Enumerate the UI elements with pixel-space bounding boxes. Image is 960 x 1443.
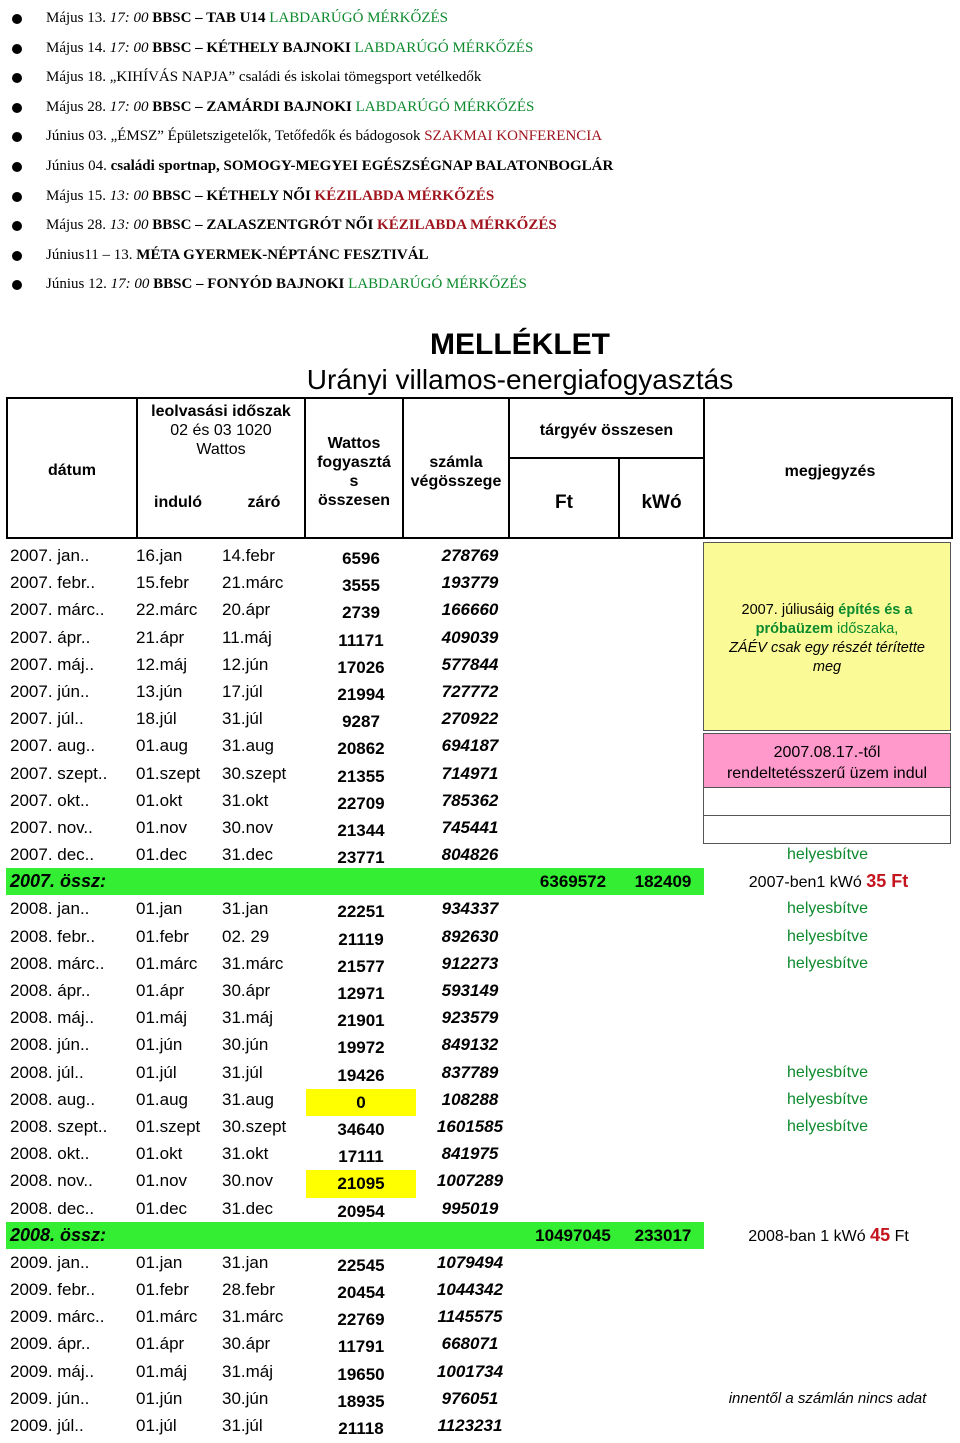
header-ft: Ft bbox=[555, 492, 573, 513]
row-end: 31.júl bbox=[222, 1062, 263, 1082]
table-row bbox=[6, 1249, 953, 1276]
row-date: 2008. dec.. bbox=[10, 1198, 95, 1218]
row-end: 31.aug bbox=[222, 736, 274, 756]
event-tag: LABDARÚGÓ MÉRKŐZÉS bbox=[348, 276, 527, 293]
event-time: 13: 00 bbox=[109, 187, 149, 204]
table-row bbox=[6, 1412, 953, 1439]
row-wattos: 34640 bbox=[337, 1119, 385, 1139]
row-wattos: 21994 bbox=[337, 684, 385, 704]
table-row bbox=[6, 1303, 953, 1330]
event-item bbox=[0, 152, 960, 182]
row-bill: 108288 bbox=[441, 1089, 499, 1109]
consumption-table bbox=[6, 542, 953, 1439]
row-wattos: 22769 bbox=[337, 1310, 385, 1330]
event-item bbox=[0, 93, 960, 123]
row-start: 01.szept bbox=[136, 1116, 201, 1136]
event-date: Június11 – 13. bbox=[46, 246, 133, 263]
row-start: 01.máj bbox=[136, 1008, 188, 1028]
row-wattos: 21355 bbox=[337, 766, 385, 786]
row-bill: 745441 bbox=[441, 817, 499, 837]
event-tag: LABDARÚGÓ MÉRKŐZÉS bbox=[354, 39, 534, 56]
event-date: Június 12. bbox=[46, 276, 107, 293]
note-construction-period: 2007. júliusáig építés és a próbaüzem időszaka, ZÁÉV csak egy részét térítette meg bbox=[703, 542, 951, 731]
row-wattos: 3555 bbox=[342, 576, 380, 596]
summary-ft: 10497045 bbox=[535, 1225, 611, 1245]
row-date: 2009. jan.. bbox=[10, 1252, 90, 1272]
row-note: helyesbítve bbox=[787, 1117, 868, 1135]
row-wattos: 20862 bbox=[337, 739, 385, 759]
row-bill: 976051 bbox=[441, 1388, 499, 1408]
event-item bbox=[0, 122, 960, 152]
row-wattos: 20454 bbox=[337, 1283, 385, 1303]
event-text bbox=[46, 211, 557, 241]
row-bill: 934337 bbox=[441, 899, 499, 919]
event-date: Május 28. bbox=[46, 98, 106, 115]
table-row bbox=[6, 760, 953, 787]
row-end: 31.júl bbox=[222, 1416, 263, 1435]
bullet-icon bbox=[12, 221, 22, 231]
row-bill: 995019 bbox=[441, 1198, 499, 1218]
table-row bbox=[6, 950, 953, 977]
row-date: 2009. febr.. bbox=[10, 1280, 96, 1300]
row-bill: 193779 bbox=[441, 573, 499, 593]
row-end: 30.nov bbox=[222, 1171, 274, 1191]
row-end: 30.nov bbox=[222, 817, 274, 837]
row-start: 15.febr bbox=[136, 573, 189, 593]
bullet-icon bbox=[12, 14, 22, 24]
row-bill: 785362 bbox=[441, 790, 499, 810]
row-wattos: 6596 bbox=[342, 549, 380, 568]
row-wattos: 17111 bbox=[338, 1147, 384, 1167]
event-time: 17: 00 bbox=[109, 39, 149, 56]
row-start: 01.júl bbox=[136, 1062, 177, 1082]
table-row bbox=[6, 1140, 953, 1167]
row-date: 2008. jún.. bbox=[10, 1035, 90, 1055]
table-row bbox=[6, 1385, 953, 1412]
row-bill: 577844 bbox=[441, 654, 499, 674]
row-wattos: 22251 bbox=[337, 902, 385, 922]
row-date: 2007. okt.. bbox=[10, 790, 90, 810]
table-row bbox=[6, 1086, 953, 1113]
row-start: 18.júl bbox=[136, 709, 177, 729]
row-date: 2008. aug.. bbox=[10, 1089, 96, 1109]
row-note: helyesbítve bbox=[787, 846, 868, 864]
row-start: 01.márc bbox=[136, 953, 198, 973]
event-title: BBSC – TAB U14 bbox=[152, 10, 266, 26]
row-end: 31.márc bbox=[222, 953, 284, 973]
event-text bbox=[46, 34, 533, 64]
row-bill: 714971 bbox=[441, 763, 499, 783]
row-start: 01.nov bbox=[136, 817, 188, 837]
event-title: BBSC – ZAMÁRDI BAJNOKI bbox=[152, 98, 352, 115]
price-label: 2007-ben1 kWó bbox=[748, 874, 862, 892]
row-end: 02. 29 bbox=[222, 926, 270, 946]
event-tag: LABDARÚGÓ MÉRKŐZÉS bbox=[269, 10, 448, 26]
header-period: leolvasási időszak 02 és 03 1020 Wattos bbox=[151, 403, 291, 458]
row-wattos: 21901 bbox=[337, 1011, 385, 1031]
event-text bbox=[46, 270, 527, 300]
table-row bbox=[6, 1276, 953, 1303]
table-row bbox=[6, 895, 953, 922]
row-start: 01.júl bbox=[136, 1416, 177, 1435]
row-start: 01.máj bbox=[136, 1361, 188, 1381]
price-value: 35 Ft bbox=[866, 871, 909, 892]
row-bill: 270922 bbox=[441, 709, 499, 729]
event-title: „KIHÍVÁS NAPJA” családi és iskolai tömegsport vetélkedők bbox=[109, 69, 482, 86]
row-start: 01.márc bbox=[136, 1307, 198, 1327]
event-item bbox=[0, 182, 960, 212]
row-note: helyesbítve bbox=[787, 900, 868, 918]
row-start: 01.febr bbox=[136, 926, 189, 946]
row-wattos: 22709 bbox=[337, 793, 385, 813]
row-wattos: 11171 bbox=[338, 630, 384, 650]
row-start: 01.ápr bbox=[136, 981, 185, 1000]
row-start: 16.jan bbox=[136, 546, 183, 565]
row-start: 01.nov bbox=[136, 1171, 188, 1191]
row-start: 13.jún bbox=[136, 681, 183, 701]
row-start: 01.aug bbox=[136, 736, 188, 756]
row-bill: 1044342 bbox=[436, 1280, 504, 1300]
event-title: BBSC – KÉTHELY BAJNOKI bbox=[152, 39, 351, 56]
row-wattos: 2739 bbox=[342, 603, 380, 623]
table-row bbox=[6, 624, 953, 651]
header-szamla: számla végösszege bbox=[410, 454, 502, 490]
row-wattos: 20954 bbox=[337, 1201, 385, 1221]
summary-label: 2008. össz: bbox=[10, 1224, 107, 1245]
event-time: 17: 00 bbox=[109, 10, 149, 26]
header-datum: dátum bbox=[48, 462, 96, 479]
table-row bbox=[6, 1330, 953, 1357]
table-row bbox=[6, 569, 953, 596]
row-date: 2008. márc.. bbox=[10, 953, 105, 973]
row-end: 31.dec bbox=[222, 845, 274, 865]
row-bill: 278769 bbox=[441, 546, 499, 565]
row-wattos: 11791 bbox=[337, 1337, 385, 1357]
row-wattos: 21119 bbox=[338, 929, 384, 949]
row-date: 2008. okt.. bbox=[10, 1144, 90, 1164]
row-bill: 1001734 bbox=[436, 1361, 504, 1381]
row-date: 2008. nov.. bbox=[10, 1171, 93, 1191]
bullet-icon bbox=[12, 280, 22, 290]
table-row bbox=[6, 1031, 953, 1058]
row-wattos: 21095 bbox=[306, 1170, 416, 1197]
row-date: 2007. jan.. bbox=[10, 546, 90, 565]
event-date: Május 15. bbox=[46, 187, 106, 204]
row-date: 2009. júl.. bbox=[10, 1416, 84, 1435]
header-megjegyzes: megjegyzés bbox=[784, 463, 876, 480]
row-end: 31.máj bbox=[222, 1008, 274, 1028]
row-wattos: 12971 bbox=[337, 984, 385, 1003]
row-bill: 409039 bbox=[441, 627, 499, 647]
row-end: 11.máj bbox=[222, 627, 272, 647]
event-item bbox=[0, 4, 960, 34]
row-date: 2007. ápr.. bbox=[10, 627, 91, 647]
summary-kwo: 233017 bbox=[634, 1225, 692, 1245]
table-row bbox=[6, 923, 953, 950]
row-start: 01.dec bbox=[136, 845, 188, 865]
row-date: 2008. jan.. bbox=[10, 899, 90, 919]
row-date: 2008. ápr.. bbox=[10, 981, 91, 1000]
event-title: családi sportnap, SOMOGY-MEGYEI EGÉSZSÉGNAP BALATONBOGLÁR bbox=[110, 157, 614, 174]
row-date: 2007. márc.. bbox=[10, 600, 105, 620]
row-wattos: 21577 bbox=[337, 956, 385, 976]
table-row bbox=[6, 841, 953, 868]
event-text bbox=[46, 4, 448, 34]
row-date: 2008. szept.. bbox=[10, 1116, 108, 1136]
row-bill: 1007289 bbox=[436, 1171, 504, 1191]
row-date: 2009. ápr.. bbox=[10, 1334, 91, 1354]
table-row bbox=[6, 705, 953, 732]
event-time: 17: 00 bbox=[110, 276, 150, 293]
event-item bbox=[0, 211, 960, 241]
row-end: 28.febr bbox=[222, 1280, 275, 1300]
event-item bbox=[0, 63, 960, 93]
row-date: 2007. júl.. bbox=[10, 709, 84, 729]
event-date: Június 03. bbox=[46, 128, 107, 145]
row-end: 31.jan bbox=[222, 899, 269, 919]
row-wattos: 22545 bbox=[337, 1255, 385, 1275]
bullet-icon bbox=[12, 162, 22, 172]
table-row bbox=[6, 1059, 953, 1086]
row-wattos: 19972 bbox=[337, 1038, 385, 1058]
table-row bbox=[6, 1004, 953, 1031]
row-end: 31.okt bbox=[222, 790, 269, 810]
row-date: 2008. júl.. bbox=[10, 1062, 84, 1082]
row-bill: 694187 bbox=[441, 736, 499, 756]
row-bill: 1123231 bbox=[437, 1416, 503, 1435]
row-bill: 892630 bbox=[441, 926, 499, 946]
event-tag: SZAKMAI KONFERENCIA bbox=[424, 128, 603, 145]
summary-row bbox=[6, 868, 953, 895]
event-text bbox=[46, 93, 534, 123]
row-wattos: 23771 bbox=[337, 848, 385, 868]
event-title: BBSC – ZALASZENTGRÓT NŐI bbox=[152, 217, 374, 234]
row-bill: 1601585 bbox=[436, 1116, 504, 1136]
table-row bbox=[6, 678, 953, 705]
row-start: 01.jún bbox=[136, 1388, 183, 1408]
row-bill: 837789 bbox=[441, 1062, 499, 1082]
row-date: 2009. márc.. bbox=[10, 1307, 105, 1327]
table-row bbox=[6, 977, 953, 1004]
bullet-icon bbox=[12, 132, 22, 142]
row-wattos: 19650 bbox=[337, 1364, 385, 1384]
bullet-icon bbox=[12, 73, 22, 83]
event-item bbox=[0, 34, 960, 64]
event-list bbox=[0, 4, 960, 300]
row-start: 01.aug bbox=[136, 1089, 188, 1109]
row-date: 2007. dec.. bbox=[10, 845, 95, 865]
table-row bbox=[6, 542, 953, 569]
row-bill: 1145575 bbox=[437, 1307, 503, 1327]
row-end: 30.jún bbox=[222, 1388, 269, 1408]
event-text bbox=[46, 122, 602, 152]
row-wattos: 21118 bbox=[338, 1419, 384, 1438]
row-bill: 1079494 bbox=[436, 1252, 504, 1272]
row-bill: 804826 bbox=[441, 845, 499, 865]
note-operation-start: 2007.08.17.-től rendeltetésszerű üzem indul bbox=[703, 733, 951, 788]
row-end: 30.szept bbox=[222, 1116, 287, 1136]
table-row bbox=[6, 596, 953, 623]
row-note: innentől a számlán nincs adat bbox=[728, 1389, 927, 1407]
summary-note bbox=[704, 1222, 953, 1250]
bullet-icon bbox=[12, 251, 22, 261]
row-start: 01.dec bbox=[136, 1198, 188, 1218]
header-end: záró bbox=[247, 494, 281, 511]
summary-kwo: 182409 bbox=[634, 872, 692, 892]
row-end: 30.jún bbox=[222, 1035, 269, 1055]
event-date: Június 04. bbox=[46, 157, 107, 174]
event-date: Május 28. bbox=[46, 217, 106, 234]
header-start: induló bbox=[154, 494, 202, 511]
row-wattos: 19426 bbox=[337, 1065, 385, 1085]
event-tag: LABDARÚGÓ MÉRKŐZÉS bbox=[355, 98, 535, 115]
appendix-subtitle: Urányi villamos-energiafogyasztás bbox=[306, 364, 734, 395]
row-note: helyesbítve bbox=[787, 927, 868, 945]
price-unit: Ft bbox=[894, 1227, 909, 1245]
row-wattos: 21344 bbox=[337, 820, 385, 840]
row-end: 31.okt bbox=[222, 1144, 269, 1164]
row-date: 2008. máj.. bbox=[10, 1008, 95, 1028]
event-text bbox=[46, 182, 494, 212]
row-bill: 923579 bbox=[441, 1008, 499, 1028]
row-bill: 593149 bbox=[441, 981, 499, 1000]
event-title: BBSC – FONYÓD BAJNOKI bbox=[153, 276, 345, 293]
row-date: 2007. aug.. bbox=[10, 736, 96, 756]
row-end: 14.febr bbox=[222, 546, 275, 565]
row-date: 2007. jún.. bbox=[10, 681, 90, 701]
event-time: 13: 00 bbox=[109, 217, 149, 234]
row-end: 31.jan bbox=[222, 1252, 269, 1272]
row-note: helyesbítve bbox=[787, 1090, 868, 1108]
row-end: 30.ápr bbox=[222, 1334, 271, 1354]
event-date: Május 18. bbox=[46, 69, 106, 86]
bullet-icon bbox=[12, 44, 22, 54]
event-title: „ÉMSZ” Épületszigetelők, Tetőfedők és bádogosok bbox=[110, 128, 421, 145]
bullet-icon bbox=[12, 103, 22, 113]
header-wattos: Wattos fogyasztá s összesen bbox=[317, 435, 391, 509]
row-bill: 841975 bbox=[441, 1144, 499, 1164]
row-wattos: 0 bbox=[306, 1089, 416, 1116]
event-item bbox=[0, 241, 960, 271]
row-start: 01.jan bbox=[136, 899, 183, 919]
row-end: 31.márc bbox=[222, 1307, 284, 1327]
row-start: 01.jún bbox=[136, 1035, 183, 1055]
row-bill: 727772 bbox=[441, 681, 499, 701]
row-wattos: 9287 bbox=[342, 712, 380, 732]
table-row bbox=[6, 1113, 953, 1140]
row-wattos: 18935 bbox=[337, 1391, 385, 1411]
table-row bbox=[6, 732, 953, 759]
row-note: helyesbítve bbox=[787, 954, 868, 972]
row-end: 31.dec bbox=[222, 1198, 274, 1218]
event-time: 17: 00 bbox=[109, 98, 149, 115]
row-end: 12.jún bbox=[222, 654, 269, 674]
row-end: 30.ápr bbox=[222, 981, 271, 1000]
row-date: 2007. febr.. bbox=[10, 573, 96, 593]
row-start: 01.febr bbox=[136, 1280, 189, 1300]
row-end: 21.márc bbox=[222, 573, 284, 593]
price-value: 45 bbox=[870, 1224, 891, 1245]
appendix-title: MELLÉKLET bbox=[430, 328, 610, 361]
table-row bbox=[6, 1358, 953, 1385]
event-text bbox=[46, 63, 481, 93]
event-tag: KÉZILABDA MÉRKŐZÉS bbox=[314, 187, 495, 204]
event-title: BBSC – KÉTHELY NŐI bbox=[152, 187, 311, 204]
row-bill: 849132 bbox=[441, 1035, 499, 1055]
event-date: Május 13. bbox=[46, 10, 106, 26]
row-bill: 912273 bbox=[441, 953, 499, 973]
row-note: helyesbítve bbox=[787, 1063, 868, 1081]
row-date: 2008. febr.. bbox=[10, 926, 96, 946]
row-start: 21.ápr bbox=[136, 627, 185, 647]
row-date: 2009. jún.. bbox=[10, 1388, 90, 1408]
event-title: MÉTA GYERMEK-NÉPTÁNC FESZTIVÁL bbox=[136, 246, 429, 263]
event-date: Május 14. bbox=[46, 39, 106, 56]
table-row bbox=[6, 651, 953, 678]
row-start: 01.szept bbox=[136, 763, 201, 783]
event-text bbox=[46, 152, 613, 182]
row-end: 31.júl bbox=[222, 709, 263, 729]
table-row bbox=[6, 787, 953, 814]
row-start: 01.jan bbox=[136, 1252, 183, 1272]
event-text bbox=[46, 241, 429, 271]
summary-note bbox=[704, 868, 953, 896]
table-row bbox=[6, 1195, 953, 1222]
row-end: 20.ápr bbox=[222, 600, 271, 620]
row-bill: 668071 bbox=[441, 1334, 499, 1354]
event-item bbox=[0, 270, 960, 300]
row-date: 2007. szept.. bbox=[10, 763, 108, 783]
table-row bbox=[6, 814, 953, 841]
summary-row bbox=[6, 1222, 953, 1249]
row-wattos: 17026 bbox=[337, 657, 385, 677]
bullet-icon bbox=[12, 192, 22, 202]
row-start: 01.ápr bbox=[136, 1334, 185, 1354]
row-bill: 166660 bbox=[441, 600, 499, 620]
price-label: 2008-ban 1 kWó bbox=[748, 1227, 866, 1245]
summary-label: 2007. össz: bbox=[10, 871, 107, 892]
event-tag: KÉZILABDA MÉRKŐZÉS bbox=[377, 217, 557, 234]
table-row bbox=[6, 1167, 953, 1194]
header-kwo: kWó bbox=[641, 492, 682, 513]
row-start: 22.márc bbox=[136, 600, 198, 620]
row-date: 2007. nov.. bbox=[10, 817, 93, 837]
row-start: 12.máj bbox=[136, 654, 188, 674]
row-start: 01.okt bbox=[136, 790, 183, 810]
row-date: 2007. máj.. bbox=[10, 654, 95, 674]
row-date: 2009. máj.. bbox=[10, 1361, 95, 1381]
header-targyev: tárgyév összesen bbox=[539, 422, 674, 439]
row-end: 30.szept bbox=[222, 763, 287, 783]
row-end: 31.aug bbox=[222, 1089, 274, 1109]
summary-ft: 6369572 bbox=[539, 872, 607, 892]
table-header bbox=[6, 397, 953, 539]
row-start: 01.okt bbox=[136, 1144, 183, 1164]
row-end: 17.júl bbox=[222, 681, 263, 701]
row-end: 31.máj bbox=[222, 1361, 274, 1381]
